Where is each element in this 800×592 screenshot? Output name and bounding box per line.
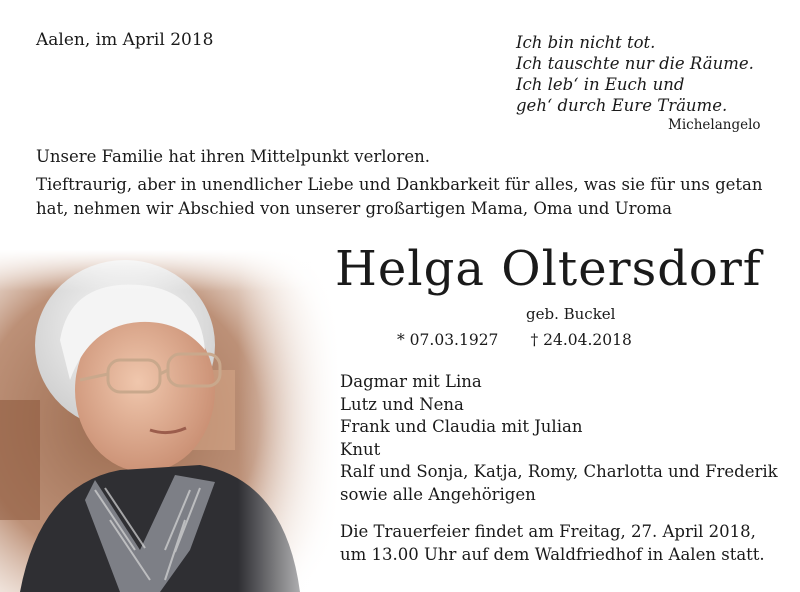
list-item: Knut — [340, 439, 381, 459]
life-dates — [397, 331, 632, 349]
list-item: Lutz und Nena — [340, 394, 464, 414]
poem-line: Ich tauschte nur die Räume. — [516, 54, 754, 73]
poem-line: Ich leb‘ in Euch und — [516, 75, 685, 94]
service-line: Die Trauerfeier findet am Freitag, 27. April 2018, — [340, 522, 756, 541]
birth-date: * 07.03.1927 — [397, 331, 499, 349]
list-item: Dagmar mit Lina — [340, 372, 482, 391]
list-item: Ralf und Sonja, Katja, Romy, Charlotta und Frederik — [340, 462, 778, 481]
intro-line: Unsere Familie hat ihren Mittelpunkt verloren. — [36, 147, 430, 166]
service-line: um 13.00 Uhr auf dem Waldfriedhof in Aalen statt. — [340, 544, 765, 564]
list-item: Frank und Claudia mit Julian — [340, 417, 583, 436]
family-list — [340, 371, 778, 506]
poem-line: geh‘ durch Eure Träume. — [516, 96, 728, 115]
poem-line: Ich bin nicht tot. — [516, 33, 656, 52]
poem — [516, 32, 754, 116]
funeral-service-info — [340, 521, 765, 566]
portrait-photo — [0, 250, 340, 592]
deceased-name: Helga Oltersdorf — [335, 241, 762, 297]
place-date: Aalen, im April 2018 — [36, 30, 214, 50]
intro-paragraph: Tieftraurig, aber in unendlicher Liebe und Dankbarkeit für alles, was sie für uns getan hat, nehmen wir Abschied von unserer großartigen Mama, Oma und Uroma — [36, 175, 763, 218]
poem-author: Michelangelo — [668, 117, 761, 133]
death-date: † 24.04.2018 — [530, 331, 632, 349]
list-item: sowie alle Angehörigen — [340, 484, 536, 504]
birth-name: geb. Buckel — [526, 305, 616, 323]
